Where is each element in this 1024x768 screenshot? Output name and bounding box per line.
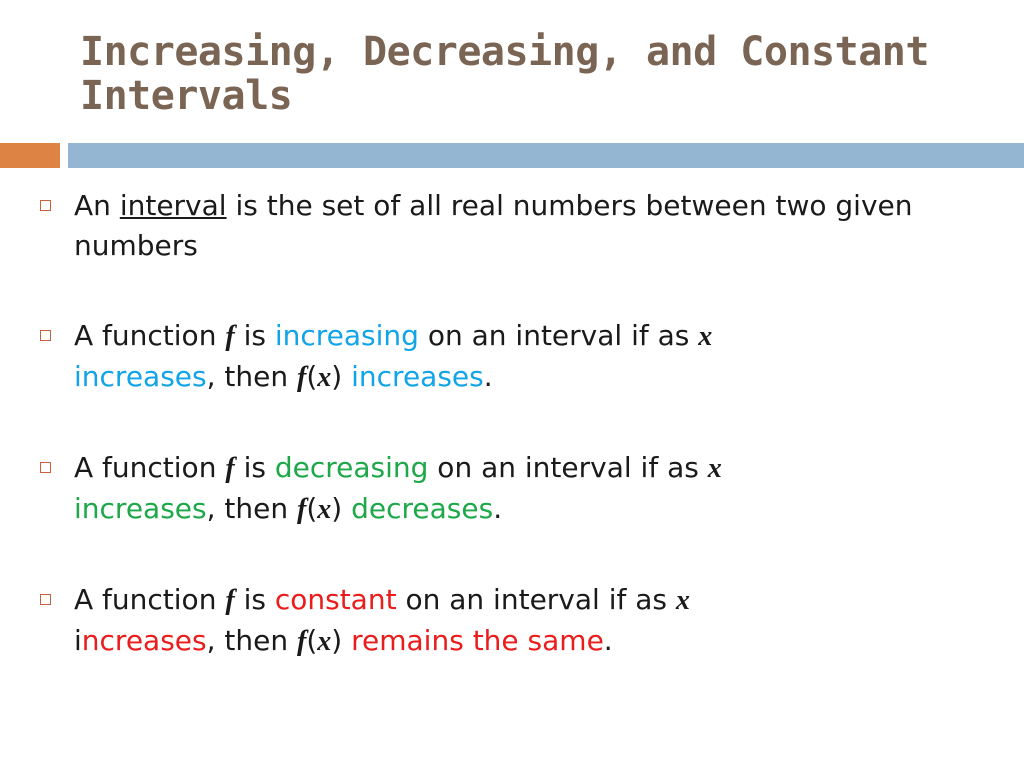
period: . <box>483 360 493 393</box>
bullet-interval-definition <box>40 186 990 266</box>
paren-close: ) <box>331 492 343 525</box>
bullet-text: , then <box>206 624 298 657</box>
bullet-text: on an interval if as <box>418 319 699 352</box>
variable-x: x <box>707 453 722 484</box>
function-symbol: f <box>297 626 307 657</box>
square-bullet-icon <box>40 330 51 341</box>
result-remains-the-same: remains the same <box>351 624 604 657</box>
space <box>342 492 351 525</box>
square-bullet-icon <box>40 462 51 473</box>
function-symbol: f <box>225 453 235 484</box>
bullet-list <box>40 186 990 712</box>
paren-close: ) <box>331 360 343 393</box>
keyword-increasing: increasing <box>274 319 419 352</box>
bullet-text: An <box>74 189 120 222</box>
x-increases: ncreases <box>81 624 207 657</box>
square-bullet-icon <box>40 200 51 211</box>
period: . <box>493 492 503 525</box>
bullet-text: on an interval if as <box>428 451 708 484</box>
title-accent-bar-blue <box>68 143 1024 168</box>
result-increases: increases <box>351 360 484 393</box>
x-increases-prefix: i <box>74 624 82 657</box>
bullet-text: , then <box>206 360 298 393</box>
keyword-constant: constant <box>274 583 397 616</box>
paren-open: ( <box>306 492 318 525</box>
bullet-text: on an interval if as <box>396 583 676 616</box>
bullet-text: is <box>234 319 275 352</box>
bullet-text: , then <box>206 492 298 525</box>
variable-x: x <box>698 321 713 352</box>
keyword-decreasing: decreasing <box>274 451 429 484</box>
x-increases: increases <box>74 492 207 525</box>
bullet-text: A function <box>74 319 226 352</box>
function-symbol: f <box>225 585 235 616</box>
bullet-decreasing <box>40 448 990 530</box>
square-bullet-icon <box>40 594 51 605</box>
variable-x: x <box>317 626 332 657</box>
paren-close: ) <box>331 624 343 657</box>
slide-title: Increasing, Decreasing, and Constant Intervals <box>80 29 929 119</box>
variable-x: x <box>317 362 332 393</box>
space <box>342 624 351 657</box>
period: . <box>603 624 613 657</box>
function-symbol: f <box>225 321 235 352</box>
bullet-constant <box>40 580 990 662</box>
paren-open: ( <box>306 360 318 393</box>
title-accent-bar-orange <box>0 143 60 168</box>
bullet-text: is the set of all real numbers between two given numbers <box>74 189 913 262</box>
function-symbol: f <box>297 494 307 525</box>
function-symbol: f <box>297 362 307 393</box>
paren-open: ( <box>306 624 318 657</box>
x-increases: increases <box>74 360 207 393</box>
bullet-text: A function <box>74 451 226 484</box>
space <box>342 360 351 393</box>
result-decreases: decreases <box>351 492 494 525</box>
variable-x: x <box>675 585 690 616</box>
variable-x: x <box>317 494 332 525</box>
bullet-text: is <box>234 451 275 484</box>
bullet-text: A function <box>74 583 226 616</box>
bullet-increasing <box>40 316 990 398</box>
term-interval: interval <box>119 189 227 222</box>
bullet-text: is <box>234 583 275 616</box>
